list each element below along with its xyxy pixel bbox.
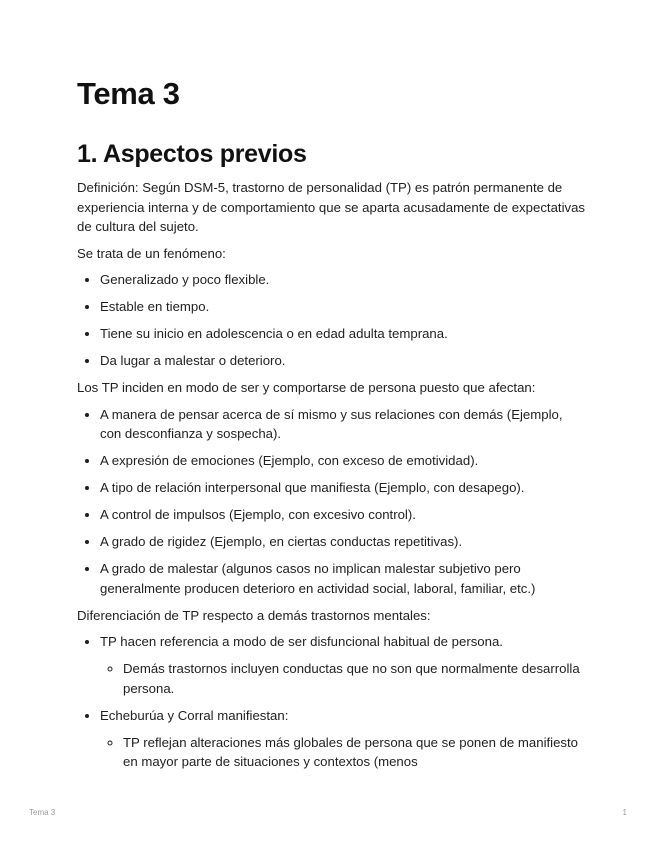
differentiation-list <box>77 632 587 772</box>
page-number: 1 <box>622 808 627 817</box>
nested-list-item: ◦ TP reflejan alteraciones más globales de persona que se ponen de manifiesto en mayor parte de situaciones y contextos (menos <box>123 733 587 772</box>
list-item: • Generalizado y poco flexible. <box>100 270 587 290</box>
list-item: • A grado de malestar (algunos casos no implican malestar subjetivo pero generalmente producen deterioro en actividad social, laboral, familiar, etc.) <box>100 559 587 598</box>
list-item: • A expresión de emociones (Ejemplo, con exceso de emotividad). <box>100 451 587 471</box>
footer-title: Tema 3 <box>29 808 56 817</box>
list-item: • Da lugar a malestar o deterioro. <box>100 351 587 371</box>
list-item: • A control de impulsos (Ejemplo, con excesivo control). <box>100 505 587 525</box>
phenomenon-label: Se trata de un fenómeno: <box>77 245 226 261</box>
list-item: • A grado de rigidez (Ejemplo, en ciertas conductas repetitivas). <box>100 532 587 552</box>
nested-list <box>100 733 587 772</box>
section-body <box>77 178 587 779</box>
nested-list <box>100 659 587 698</box>
nested-list-item: ◦ Demás trastornos incluyen conductas que no son que normalmente desarrolla persona. <box>123 659 587 698</box>
list-item <box>100 706 587 772</box>
differentiation-label: Diferenciación de TP respecto a demás trastornos mentales: <box>77 607 431 623</box>
affects-list <box>77 405 587 599</box>
list-item: • A manera de pensar acerca de sí mismo y sus relaciones con demás (Ejemplo, con desconfianza y sospecha). <box>100 405 587 444</box>
page-title: Tema 3 <box>77 76 180 111</box>
list-item-text: TP hacen referencia a modo de ser disfuncional habitual de persona. <box>100 634 503 649</box>
list-item <box>100 632 587 698</box>
list-item-text: Echeburúa y Corral manifiestan: <box>100 707 289 723</box>
list-item: • A tipo de relación interpersonal que manifiesta (Ejemplo, con desapego). <box>100 478 587 498</box>
affects-label: Los TP inciden en modo de ser y comportarse de persona puesto que afectan: <box>77 380 536 395</box>
section-heading: 1. Aspectos previos <box>77 140 307 168</box>
phenomenon-list <box>77 270 587 371</box>
list-item: • Estable en tiempo. <box>100 297 587 317</box>
definition-paragraph: Definición: Según DSM-5, trastorno de personalidad (TP) es patrón permanente de experiencia interna y de comportamiento que se aparta acusadamente de expectativas de cultura del sujeto. <box>77 180 586 234</box>
list-item: • Tiene su inicio en adolescencia o en edad adulta temprana. <box>100 324 587 344</box>
